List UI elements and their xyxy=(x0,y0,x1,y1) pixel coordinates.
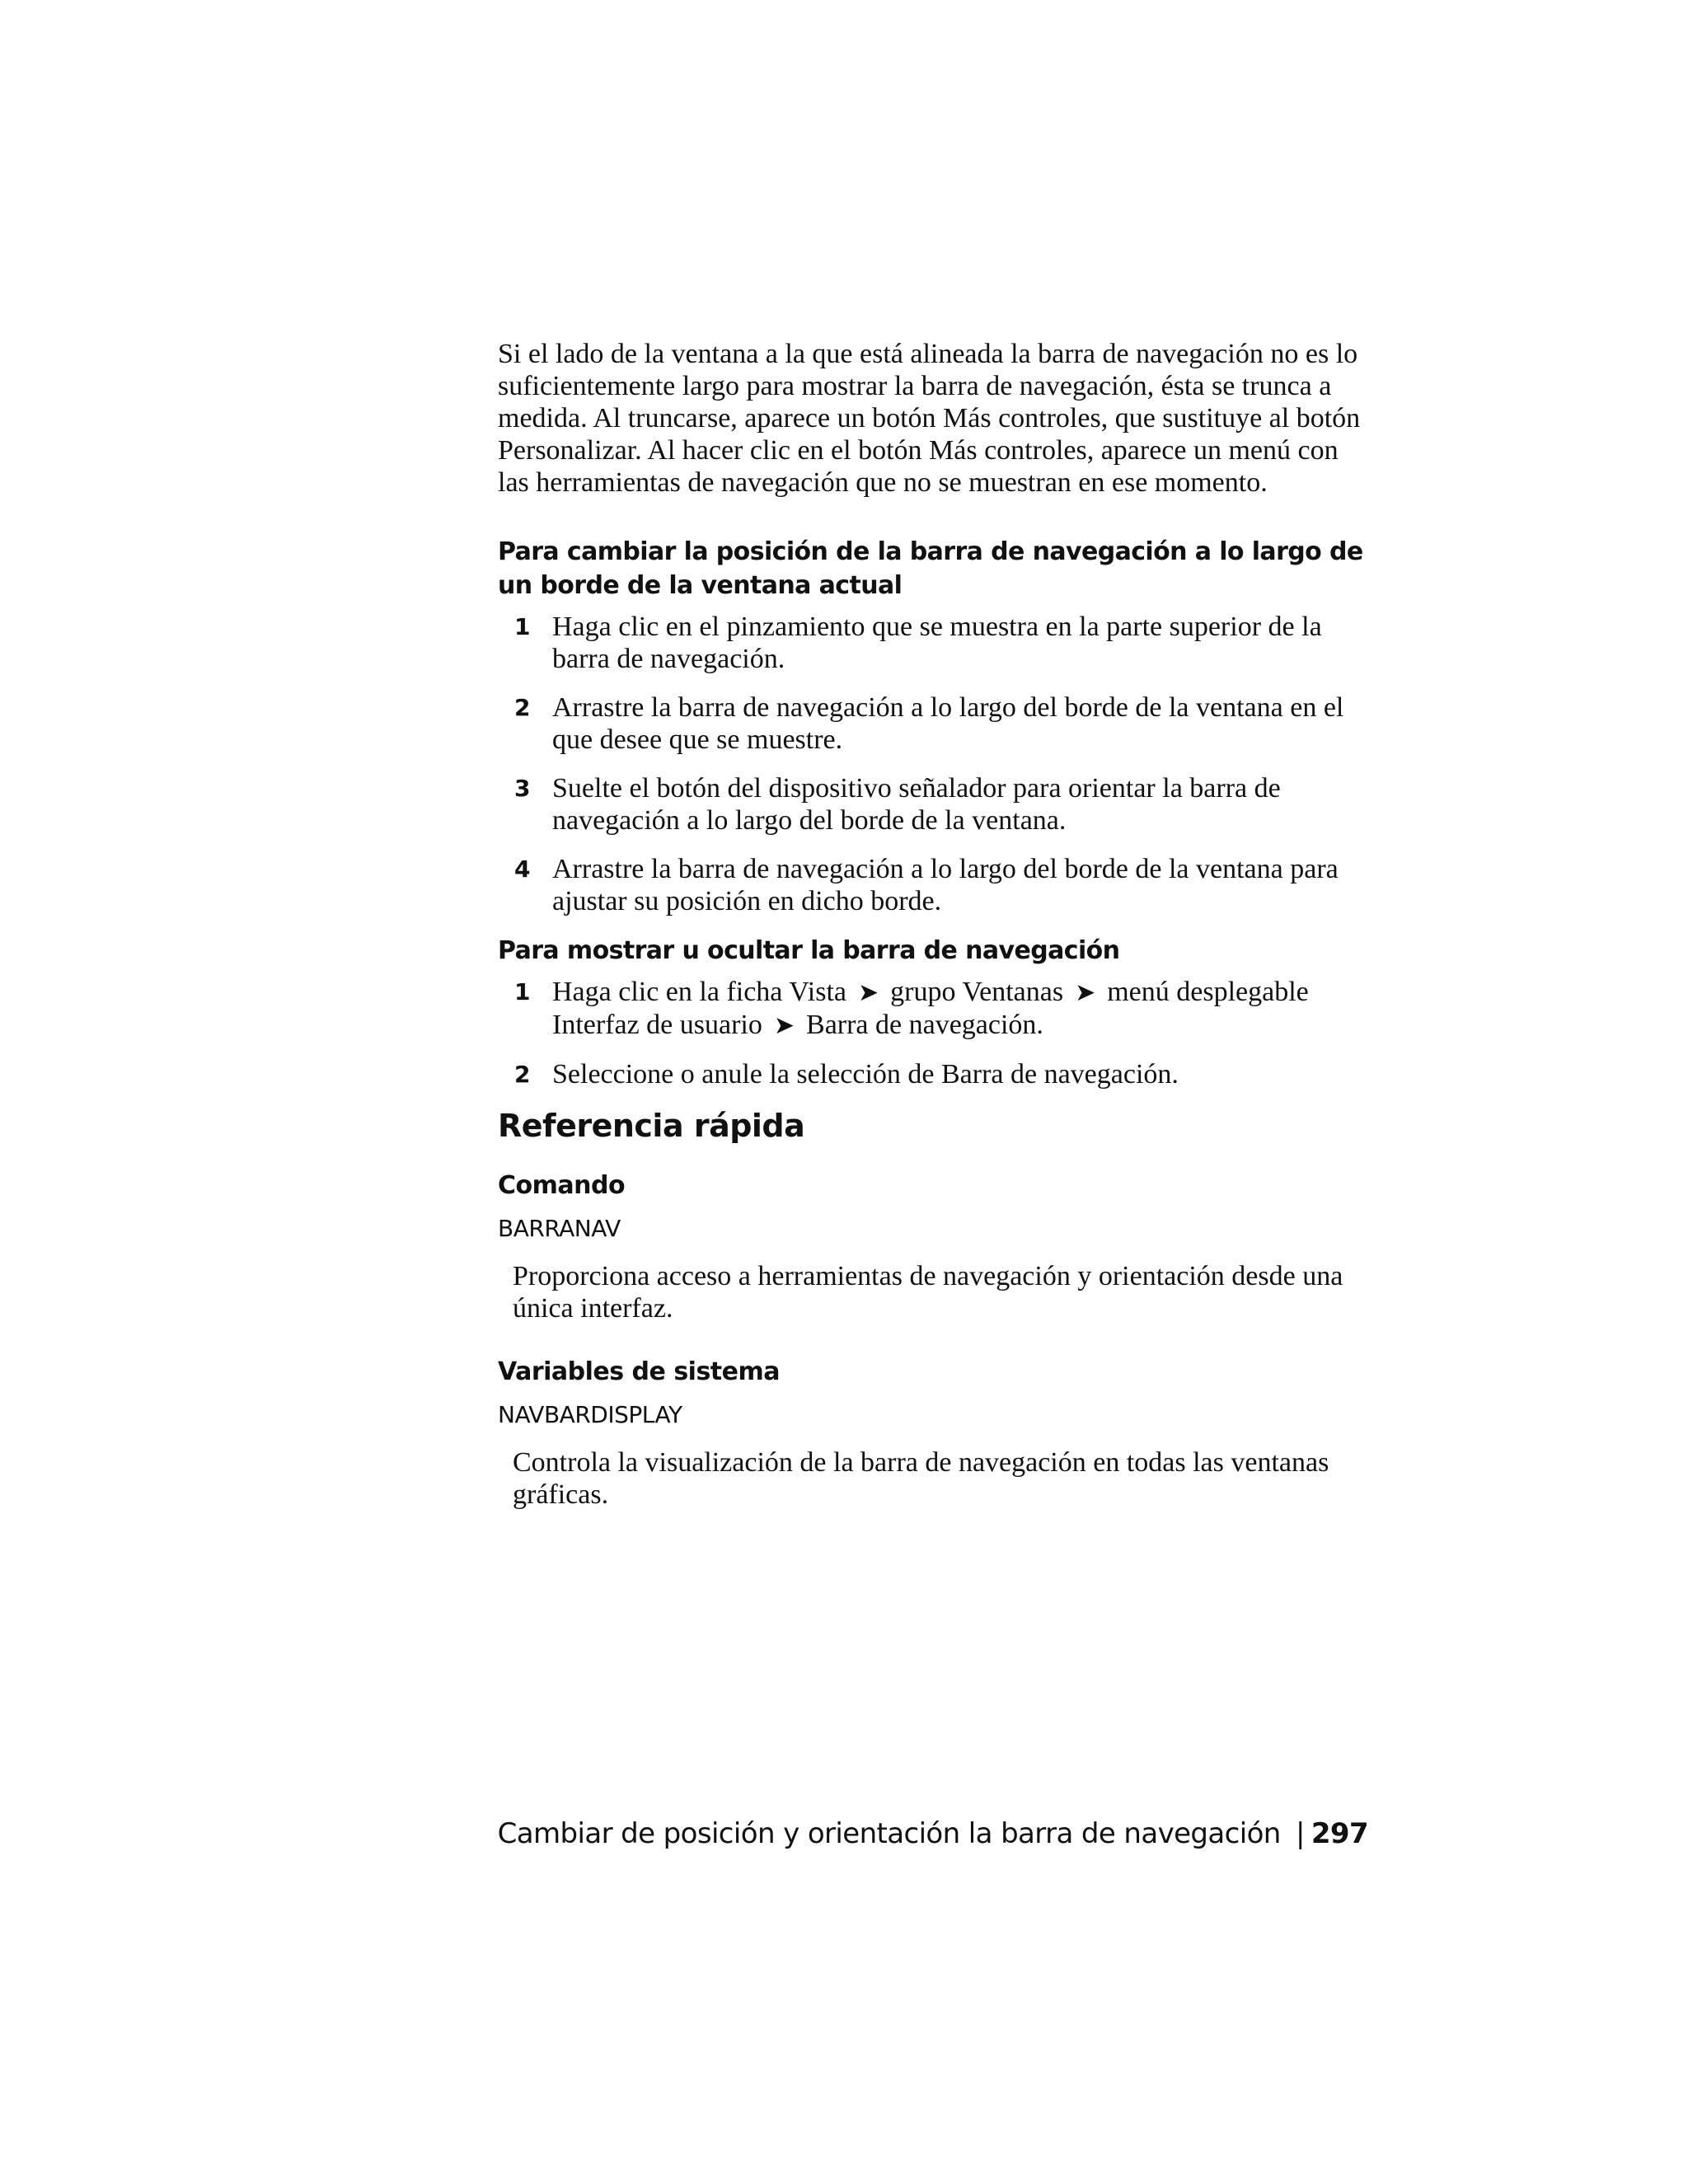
section-title-quick-reference: Referencia rápida xyxy=(498,1108,805,1144)
page-number: 297 xyxy=(1311,1817,1368,1850)
sysvar-name: NAVBARDISPLAY xyxy=(498,1401,682,1428)
footer-separator: | xyxy=(1295,1817,1305,1850)
arrow-right-icon: ➤ xyxy=(858,979,879,1006)
step-number: 2 xyxy=(514,694,531,721)
command-heading: Comando xyxy=(498,1171,626,1200)
footer-title: Cambiar de posición y orientación la barra de navegación xyxy=(497,1817,1281,1850)
procedure-steps-show-hide xyxy=(498,976,1372,1090)
sysvar-heading: Variables de sistema xyxy=(498,1357,781,1386)
list-item xyxy=(498,976,1372,1042)
list-item xyxy=(498,1058,1372,1090)
command-name: BARRANAV xyxy=(498,1215,621,1242)
step-number: 2 xyxy=(514,1061,531,1088)
step-text: Suelte el botón del dispositivo señalador para orientar la barra de navegación a lo largo del borde de la ventana. xyxy=(552,773,1281,836)
step-text: Seleccione o anule la selección de Barra de navegación. xyxy=(552,1059,1179,1090)
step-number: 1 xyxy=(514,978,531,1005)
step-number: 4 xyxy=(514,855,531,883)
step-text-part: Barra de navegación. xyxy=(806,1010,1043,1040)
step-text-part: menú desplegable Interfaz de usuario xyxy=(552,977,1309,1040)
step-text-part: grupo Ventanas xyxy=(890,977,1064,1007)
step-text: Arrastre la barra de navegación a lo largo del borde de la ventana en el que desee que se muestre. xyxy=(552,692,1344,755)
step-text: Haga clic en el pinzamiento que se muestra en la parte superior de la barra de navegación. xyxy=(552,612,1322,674)
intro-paragraph: Si el lado de la ventana a la que está alineada la barra de navegación no es lo suficientemente largo para mostrar la barra de navegación, ésta se trunca a medida. Al truncarse, aparece un botón Más controles, que sustituye al botón Personalizar. Al hacer clic en el botón Más controles, aparece un menú con las herramientas de navegación que no se muestran en ese momento. xyxy=(498,339,1361,498)
procedure-heading-reposition: Para cambiar la posición de la barra de navegación a lo largo de un borde de la ventana actual xyxy=(498,537,1363,600)
page-content xyxy=(498,338,1372,1542)
arrow-right-icon: ➤ xyxy=(1075,979,1096,1006)
step-number: 3 xyxy=(514,775,531,802)
procedure-steps-reposition xyxy=(498,611,1372,917)
command-description: Proporciona acceso a herramientas de navegación y orientación desde una única interfaz. xyxy=(513,1261,1343,1324)
step-text-part: Haga clic en la ficha Vista xyxy=(552,977,846,1007)
list-item xyxy=(498,853,1372,917)
arrow-right-icon: ➤ xyxy=(773,1012,795,1039)
page-footer xyxy=(498,1816,1368,1851)
list-item xyxy=(498,772,1372,837)
list-item xyxy=(498,611,1372,675)
step-number: 1 xyxy=(514,613,531,640)
list-item xyxy=(498,691,1372,756)
sysvar-description: Controla la visualización de la barra de navegación en todas las ventanas gráficas. xyxy=(513,1447,1329,1510)
procedure-heading-show-hide: Para mostrar u ocultar la barra de navegación xyxy=(498,936,1120,965)
step-text: Arrastre la barra de navegación a lo largo del borde de la ventana para ajustar su posición en dicho borde. xyxy=(552,854,1339,916)
